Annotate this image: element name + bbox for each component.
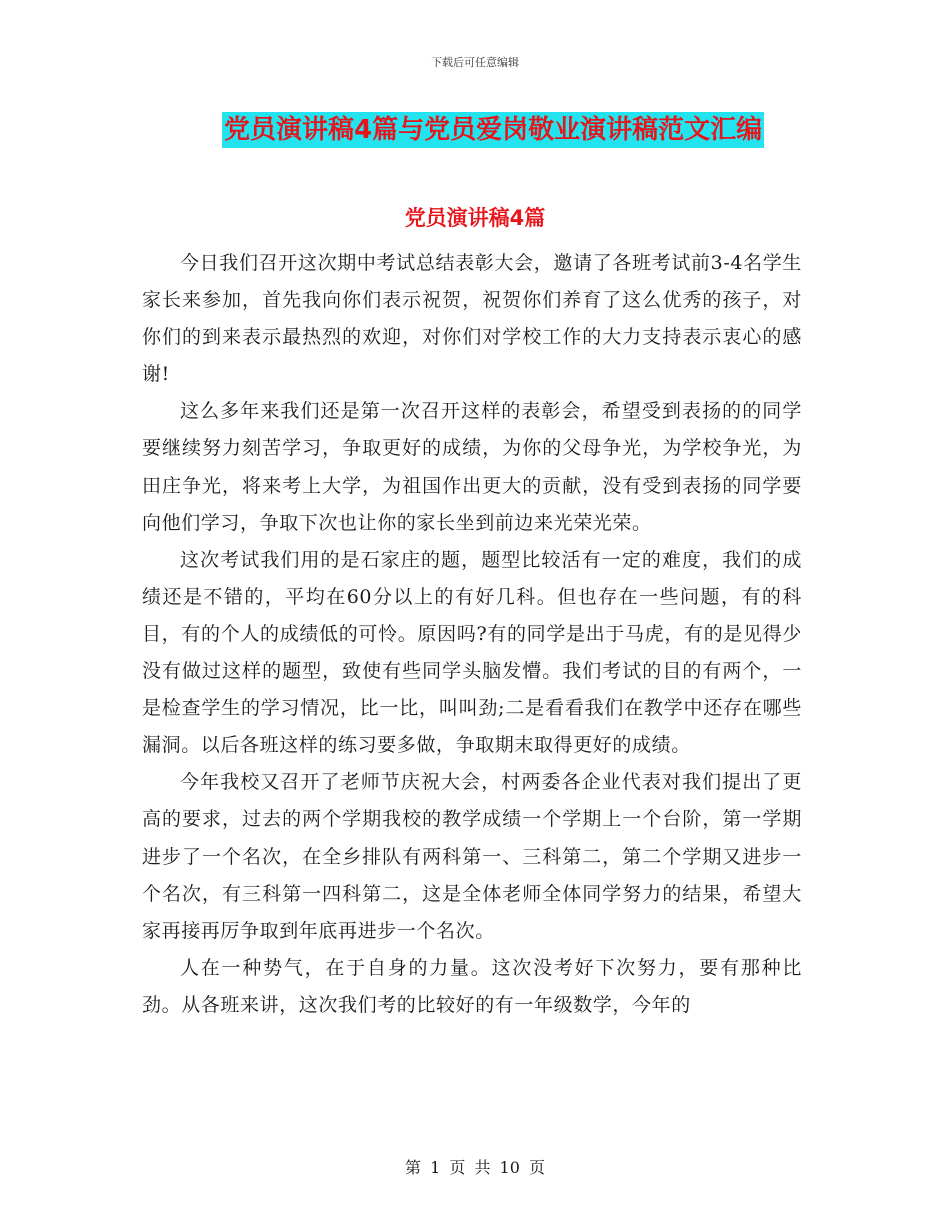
paragraph: 人在一种势气，在于自身的力量。这次没考好下次努力，要有那种比劲。从各班来讲，这次我们考的比较好的有一年级数学，今年的 [142,956,802,1016]
section-title: 党员演讲稿4篇 [404,206,546,230]
paragraph: 这次考试我们用的是石家庄的题，题型比较活有一定的难度，我们的成绩还是不错的，平均在60分以上的有好几科。但也存在一些问题，有的科目，有的个人的成绩低的可怜。原因吗?有的同学是出于马虎，有的是见得少没有做过这样的题型，致使有些同学头脑发懵。我们考试的目的有两个，一是检查学生的学习情况，比一比，叫叫劲;二是看看我们在教学中还存在哪些漏洞。以后各班这样的练习要多做，争取期末取得更好的成绩。 [142,548,802,757]
body-text [142,245,802,1024]
header-note: 下载后可任意编辑 [431,56,519,69]
paragraph: 这么多年来我们还是第一次召开这样的表彰会，希望受到表扬的的同学要继续努力刻苦学习，争取更好的成绩，为你的父母争光，为学校争光，为田庄争光，将来考上大学，为祖国作出更大的贡献，没有受到表扬的同学要向他们学习，争取下次也让你的家长坐到前边来光荣光荣。 [142,400,802,534]
document-title: 党员演讲稿4篇与党员爱岗敬业演讲稿范文汇编 [222,112,764,148]
paragraph: 今日我们召开这次期中考试总结表彰大会，邀请了各班考试前3-4名学生家长来参加，首先我向你们表示祝贺，祝贺你们养育了这么优秀的孩子，对你们的到来表示最热烈的欢迎，对你们对学校工作的大力支持表示衷心的感谢! [142,252,802,386]
page-footer: 第 1 页 共 10 页 [405,1158,545,1177]
paragraph: 今年我校又召开了老师节庆祝大会，村两委各企业代表对我们提出了更高的要求，过去的两个学期我校的教学成绩一个学期上一个台阶，第一学期进步了一个名次，在全乡排队有两科第一、三科第二，第二个学期又进步一个名次，有三科第一四科第二，这是全体老师全体同学努力的结果，希望大家再接再厉争取到年底再进步一个名次。 [142,771,802,942]
